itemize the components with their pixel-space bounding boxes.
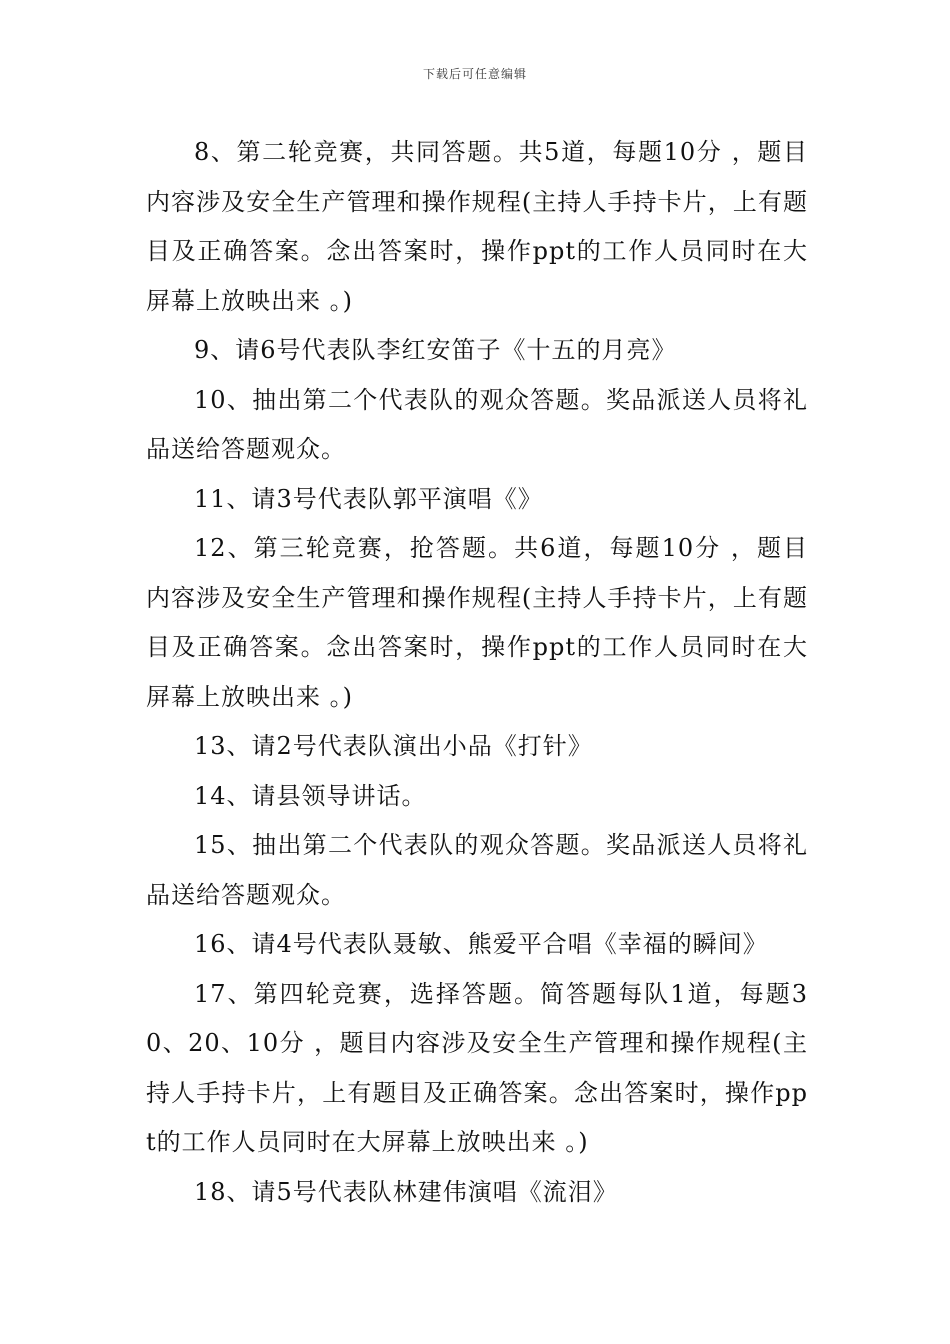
paragraph-item-18: 18、请5号代表队林建伟演唱《流泪》: [194, 1177, 618, 1206]
paragraph-item-14: 14、请县领导讲话。: [194, 781, 427, 810]
paragraph-item-9: 9、请6号代表队李红安笛子《十五的月亮》: [194, 336, 677, 364]
paragraph-item-12: 12、第三轮竞赛，抢答题。共6道，每题10分 ，题目内容涉及安全生产管理和操作规程(主持人手持卡片，上有题目及正确答案。念出答案时，操作ppt的工作人员同时在大屏幕上放映出来 。): [146, 534, 808, 711]
paragraph-item-13: 13、请2号代表队演出小品《打针》: [194, 732, 593, 760]
header-note: 下载后可任意编辑: [422, 67, 527, 81]
paragraph-item-15: 15、抽出第二个代表队的观众答题。奖品派送人员将礼品送给答题观众。: [146, 831, 808, 909]
paragraph-item-17: 17、第四轮竞赛，选择答题。简答题每队1道，每题30、20、10分 ，题目内容涉及安全生产管理和操作规程(主持人手持卡片，上有题目及正确答案。念出答案时，操作ppt的工作人员同时在大屏幕上放映出来 。): [146, 979, 808, 1156]
paragraph-item-8: 8、第二轮竞赛，共同答题。共5道，每题10分 ，题目内容涉及安全生产管理和操作规程(主持人手持卡片，上有题目及正确答案。念出答案时，操作ppt的工作人员同时在大屏幕上放映出来 。): [146, 138, 808, 315]
paragraph-item-10: 10、抽出第二个代表队的观众答题。奖品派送人员将礼品送给答题观众。: [146, 385, 808, 463]
paragraph-item-11: 11、请3号代表队郭平演唱《》: [194, 484, 543, 513]
document-body: [146, 128, 808, 1217]
paragraph-item-16: 16、请4号代表队聂敏、熊爱平合唱《幸福的瞬间》: [194, 930, 768, 958]
